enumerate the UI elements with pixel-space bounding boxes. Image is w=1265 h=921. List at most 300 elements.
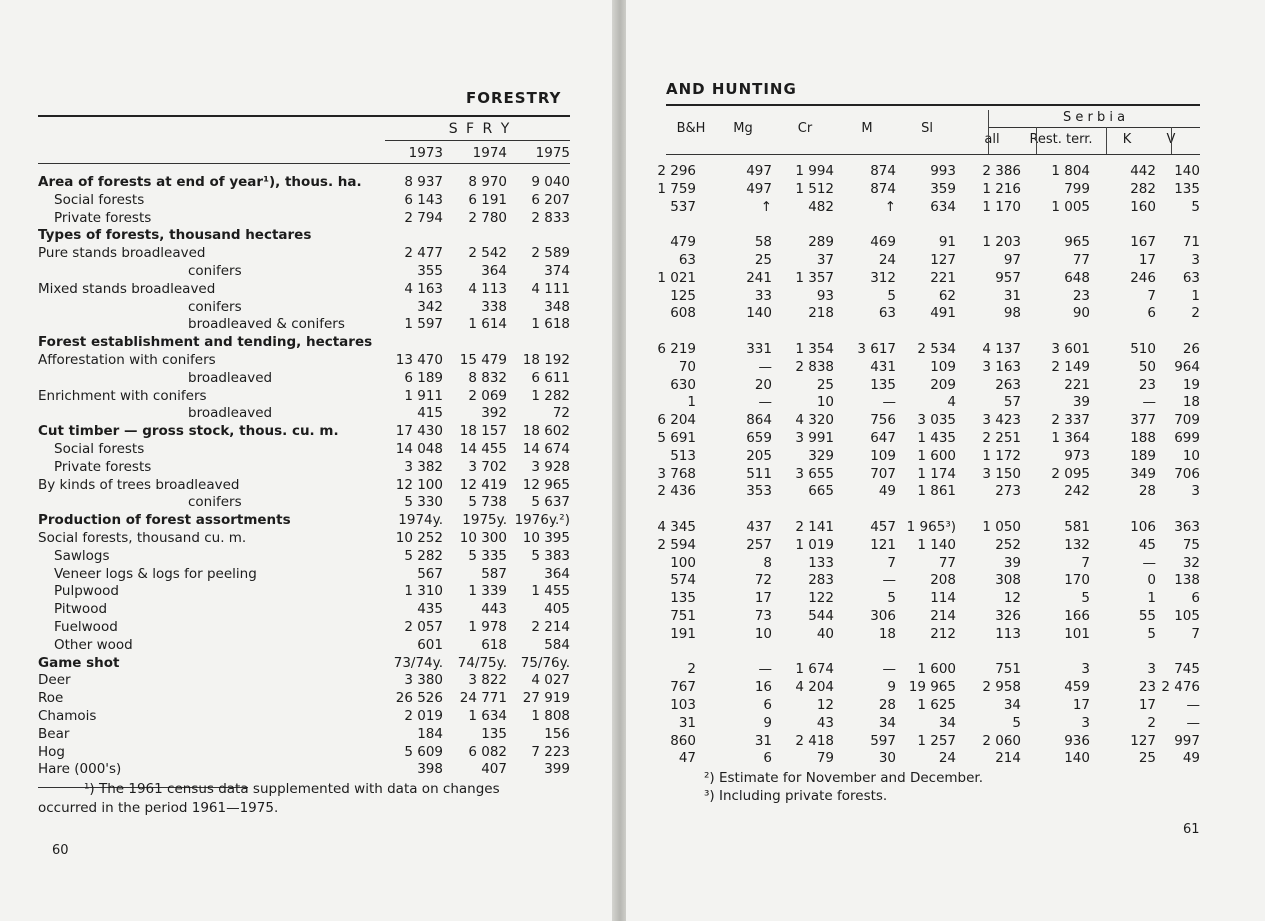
column-header: Mg [733, 121, 753, 136]
table-cell: 3 [1147, 661, 1156, 678]
table-cell: 73 [754, 608, 772, 624]
row-value: 3 928 [531, 458, 570, 475]
table-cell: — [758, 358, 772, 375]
table-cell: 709 [1174, 412, 1200, 429]
row-label: Game shot [38, 654, 120, 671]
row-label: Social forests [54, 441, 145, 457]
table-cell: 1 994 [795, 163, 834, 179]
row-label: Afforestation with conifers [38, 352, 216, 368]
table-cell: 257 [746, 536, 772, 553]
table-cell: 1 170 [982, 198, 1021, 215]
table-cell: 3 035 [917, 412, 956, 429]
table-cell: 312 [870, 269, 896, 286]
table-cell: 63 [878, 305, 896, 322]
table-cell: 90 [1072, 305, 1090, 322]
serbia-header-rule [988, 127, 1200, 128]
table-cell: 2 337 [1051, 412, 1090, 429]
table-cell: 2 476 [1161, 679, 1200, 696]
column-header: Cr [797, 121, 813, 136]
row-value: 355 [417, 263, 443, 279]
row-label: Pulpwood [54, 583, 119, 600]
table-cell: 1 804 [1051, 163, 1090, 179]
row-value: 3 822 [468, 672, 507, 689]
table-cell: 3 991 [795, 430, 834, 446]
table-cell: 363 [1174, 519, 1200, 535]
table-cell: 127 [1130, 732, 1156, 749]
left-footnote-line-1: ¹) The 1961 census data supplemented with data on changes [84, 781, 500, 797]
table-cell: 1 354 [795, 341, 834, 357]
table-cell: 799 [1064, 180, 1090, 197]
table-cell: 1 050 [982, 519, 1021, 535]
row-value: 7 223 [531, 743, 570, 760]
table-cell: 209 [930, 376, 956, 393]
table-cell: 864 [746, 412, 772, 429]
row-value: 338 [481, 298, 507, 315]
table-cell: 25 [1138, 750, 1156, 767]
table-cell: 5 [1081, 590, 1090, 607]
table-cell: 3 [1081, 661, 1090, 678]
row-value: 2 589 [531, 245, 570, 262]
row-value: 392 [481, 405, 507, 422]
table-cell: 2 141 [795, 519, 834, 535]
table-cell: 138 [1174, 572, 1200, 589]
table-cell: 5 [1012, 714, 1021, 731]
table-cell: 34 [938, 714, 956, 731]
left-footnote-line-2: occurred in the period 1961—1975. [38, 800, 279, 816]
row-value: 398 [417, 761, 443, 778]
table-cell: 331 [746, 341, 772, 357]
serbia-group-header: S e r b i a [1062, 110, 1126, 125]
table-cell: 699 [1174, 430, 1200, 446]
table-cell: 71 [1182, 234, 1200, 251]
table-cell: 18 [878, 625, 896, 642]
table-cell: 26 [1182, 341, 1200, 357]
table-cell: 5 [1191, 198, 1200, 215]
table-cell: 103 [670, 697, 696, 713]
table-cell: 10 [816, 394, 834, 411]
table-cell: 45 [1138, 536, 1156, 553]
table-cell: 101 [1064, 625, 1090, 642]
column-divider [1036, 127, 1037, 154]
table-cell: 874 [870, 180, 896, 197]
right-header-bottom-rule [666, 154, 1200, 155]
table-cell: 965 [1064, 234, 1090, 251]
table-cell: 1 172 [982, 447, 1021, 464]
row-label: Forest establishment and tending, hectares [38, 334, 373, 351]
table-cell: 1 435 [917, 430, 956, 446]
row-label: Area of forests at end of year¹), thous. ha. [38, 174, 362, 190]
row-value: 584 [544, 636, 570, 653]
row-value: 15 479 [459, 352, 507, 368]
table-cell: 114 [930, 590, 956, 607]
table-cell: 964 [1174, 358, 1200, 375]
table-cell: 767 [670, 679, 696, 696]
table-cell: 63 [1182, 269, 1200, 286]
table-cell: 5 [887, 590, 896, 607]
row-value: 10 300 [459, 530, 507, 546]
row-value: 443 [481, 601, 507, 618]
table-cell: 608 [670, 305, 696, 322]
table-cell: 1 [1191, 287, 1200, 304]
table-cell: 33 [754, 287, 772, 304]
right-page [626, 0, 1265, 921]
table-cell: 1 140 [917, 536, 956, 553]
table-cell: 9 [763, 714, 772, 731]
table-cell: 2 060 [982, 732, 1021, 749]
table-cell: 1 759 [657, 180, 696, 197]
table-cell: 1 174 [917, 465, 956, 482]
table-cell: 205 [746, 447, 772, 464]
table-cell: 17 [1138, 697, 1156, 713]
row-value: 5 738 [468, 494, 507, 511]
row-value: 17 430 [395, 423, 443, 440]
table-cell: 6 219 [657, 341, 696, 357]
table-cell: 665 [808, 483, 834, 500]
table-cell: 43 [816, 714, 834, 731]
table-cell: 3 768 [657, 465, 696, 482]
table-cell: 23 [1138, 376, 1156, 393]
table-cell: 10 [754, 625, 772, 642]
column-divider [1106, 127, 1107, 154]
row-value: 2 214 [531, 619, 570, 635]
table-cell: 973 [1064, 447, 1090, 464]
column-header: K [1122, 132, 1132, 147]
row-value: 18 192 [522, 352, 570, 368]
row-value: 6 082 [468, 743, 507, 760]
column-header: all [984, 132, 1000, 147]
table-cell: 469 [870, 234, 896, 251]
table-cell: — [882, 661, 896, 678]
table-cell: 597 [870, 732, 896, 749]
row-label: Pure stands broadleaved [38, 245, 206, 262]
table-cell: 634 [930, 198, 956, 215]
table-cell: 160 [1130, 198, 1156, 215]
table-cell: 23 [1072, 287, 1090, 304]
table-cell: 62 [938, 287, 956, 304]
table-cell: 581 [1064, 519, 1090, 535]
table-cell: 28 [878, 697, 896, 713]
table-cell: 241 [746, 269, 772, 286]
right-footnote-3: ³) Including private forests. [704, 788, 888, 804]
row-value: 1976y.²) [514, 512, 570, 529]
table-cell: 574 [670, 572, 696, 589]
row-value: 5 282 [404, 547, 443, 564]
table-cell: 442 [1130, 163, 1156, 179]
table-cell: 756 [870, 412, 896, 429]
row-value: 587 [481, 565, 507, 582]
table-cell: 511 [746, 465, 772, 482]
table-cell: 2 386 [982, 163, 1021, 179]
table-cell: 377 [1130, 412, 1156, 429]
table-cell: 359 [930, 180, 956, 197]
row-value: 75/76y. [520, 654, 570, 671]
row-value: 364 [481, 263, 507, 279]
row-value: 1974y. [398, 512, 443, 529]
row-value: 399 [544, 761, 570, 778]
table-cell: 1 364 [1051, 430, 1090, 446]
row-value: 374 [544, 263, 570, 279]
row-label: Sawlogs [54, 547, 110, 564]
column-header: Rest. terr. [1029, 132, 1093, 147]
table-cell: 1 861 [917, 483, 956, 500]
table-cell: 5 [887, 287, 896, 304]
table-cell: 1 257 [917, 732, 956, 749]
table-cell: 1 216 [982, 180, 1021, 197]
table-cell: 39 [1003, 554, 1021, 571]
row-value: 405 [544, 601, 570, 618]
table-cell: 106 [1130, 519, 1156, 535]
table-cell: 3 617 [857, 341, 896, 357]
row-value: 348 [544, 298, 570, 315]
right-page-heading: AND HUNTING [666, 80, 797, 98]
table-cell: 544 [808, 608, 834, 624]
table-cell: 105 [1174, 608, 1200, 624]
table-cell: 5 [1147, 625, 1156, 642]
table-cell: 218 [808, 305, 834, 322]
row-value: 6 191 [468, 191, 507, 208]
row-value: 12 100 [395, 476, 443, 493]
table-cell: 18 [1182, 394, 1200, 411]
table-cell: 491 [930, 305, 956, 322]
table-cell: 58 [754, 234, 772, 251]
row-value: 74/75y. [457, 654, 507, 671]
table-cell: 31 [754, 732, 772, 749]
table-cell: 135 [1174, 180, 1200, 197]
row-value: 2 069 [468, 387, 507, 404]
right-footnote-2: ²) Estimate for November and December. [704, 770, 984, 786]
row-value: 26 526 [395, 690, 443, 707]
sfry-group-header: S F R Y [448, 121, 512, 137]
table-cell: 100 [670, 554, 696, 571]
table-cell: 1 965³) [906, 519, 956, 535]
table-cell: 4 320 [795, 412, 834, 429]
table-cell: 214 [930, 608, 956, 624]
table-cell: 23 [1138, 679, 1156, 696]
row-label: Private forests [54, 209, 152, 226]
table-cell: 167 [1130, 234, 1156, 251]
table-cell: 7 [1147, 287, 1156, 304]
left-page [0, 0, 614, 921]
row-value: 8 970 [468, 174, 507, 190]
table-cell: 32 [1182, 554, 1200, 571]
table-cell: 208 [930, 572, 956, 589]
table-cell: 0 [1147, 572, 1156, 589]
table-cell: 28 [1138, 483, 1156, 500]
table-cell: 109 [870, 447, 896, 464]
row-value: 14 674 [522, 441, 570, 457]
table-cell: 2 [1147, 714, 1156, 731]
table-cell: 109 [930, 358, 956, 375]
table-cell: 860 [670, 732, 696, 749]
table-cell: 497 [746, 180, 772, 197]
table-cell: 647 [870, 430, 896, 446]
column-divider [988, 110, 989, 154]
table-cell: 2 [687, 661, 696, 678]
left-header-bottom-rule [38, 163, 570, 164]
table-cell: 751 [670, 608, 696, 624]
table-cell: 707 [870, 465, 896, 482]
table-cell: 47 [678, 750, 696, 767]
table-cell: 3 423 [982, 412, 1021, 429]
row-label: Pitwood [54, 601, 108, 618]
table-cell: 6 204 [657, 412, 696, 429]
row-value: 1 978 [468, 619, 507, 635]
table-cell: 437 [746, 519, 772, 535]
table-cell: 39 [1072, 394, 1090, 411]
row-value: 18 602 [522, 423, 570, 440]
table-cell: 1 019 [795, 536, 834, 553]
table-cell: — [758, 661, 772, 678]
table-cell: 459 [1064, 679, 1090, 696]
table-cell: 55 [1138, 608, 1156, 624]
row-value: 72 [552, 405, 570, 422]
table-cell: 2 436 [657, 483, 696, 500]
table-cell: 1 600 [917, 447, 956, 464]
row-value: 24 771 [459, 690, 507, 707]
row-value: 135 [481, 725, 507, 742]
table-cell: 1 625 [917, 697, 956, 713]
sfry-header-rule [385, 140, 570, 141]
row-value: 364 [544, 565, 570, 582]
table-cell: 20 [754, 376, 772, 393]
table-cell: 263 [995, 376, 1021, 393]
table-cell: 25 [754, 252, 772, 268]
row-label: broadleaved [188, 369, 273, 386]
row-value: 1 634 [468, 708, 507, 724]
row-label: Chamois [38, 708, 97, 724]
table-cell: 1 [687, 394, 696, 411]
row-value: 8 937 [404, 174, 443, 190]
row-value: 5 637 [531, 494, 570, 511]
row-value: 2 833 [531, 209, 570, 226]
row-value: 2 794 [404, 209, 443, 226]
table-cell: 49 [1182, 750, 1200, 767]
row-value: 73/74y. [393, 654, 443, 671]
table-cell: 132 [1064, 536, 1090, 553]
row-label: broadleaved & conifers [188, 316, 345, 333]
table-cell: — [882, 572, 896, 589]
table-cell: 6 [763, 697, 772, 713]
table-cell: 16 [754, 679, 772, 696]
row-value: 6 207 [531, 191, 570, 208]
row-value: 1 282 [531, 387, 570, 404]
table-cell: 1 600 [917, 661, 956, 678]
row-value: 1 808 [531, 708, 570, 724]
table-cell: 72 [754, 572, 772, 589]
table-cell: — [758, 394, 772, 411]
table-cell: 127 [930, 252, 956, 268]
row-value: 5 383 [531, 547, 570, 564]
row-value: 6 611 [531, 369, 570, 386]
table-cell: 2 594 [657, 536, 696, 553]
column-header: Sl [921, 121, 933, 136]
row-value: 12 419 [459, 476, 507, 493]
table-cell: 70 [678, 358, 696, 375]
row-value: 1975y. [462, 512, 507, 529]
table-cell: — [1186, 714, 1200, 731]
row-label: broadleaved [188, 405, 273, 422]
table-cell: 1 203 [982, 234, 1021, 251]
table-cell: 17 [1138, 252, 1156, 268]
table-cell: 31 [678, 714, 696, 731]
table-cell: 5 691 [657, 430, 696, 446]
table-cell: 3 [1081, 714, 1090, 731]
table-cell: 19 965 [908, 679, 956, 696]
table-cell: 6 [1191, 590, 1200, 607]
table-cell: 93 [816, 287, 834, 304]
table-cell: 510 [1130, 341, 1156, 357]
row-label: Mixed stands broadleaved [38, 280, 216, 297]
table-cell: 140 [746, 305, 772, 322]
table-cell: 121 [870, 536, 896, 553]
table-cell: 2 251 [982, 430, 1021, 446]
row-value: 4 027 [531, 672, 570, 689]
column-header: M [861, 121, 873, 136]
table-cell: 308 [995, 572, 1021, 589]
table-cell: 7 [887, 554, 896, 571]
table-cell: 30 [878, 750, 896, 767]
row-value: 1 911 [404, 387, 443, 404]
column-header: V [1166, 132, 1176, 147]
row-value: 2 019 [404, 708, 443, 724]
row-value: 5 609 [404, 743, 443, 760]
table-cell: 706 [1174, 465, 1200, 482]
row-value: 3 702 [468, 458, 507, 475]
table-cell: 1 674 [795, 661, 834, 678]
table-cell: 135 [870, 376, 896, 393]
table-cell: 246 [1130, 269, 1156, 286]
table-cell: 745 [1174, 661, 1200, 678]
table-cell: — [1186, 697, 1200, 713]
table-cell: 34 [878, 714, 896, 731]
table-cell: 2 838 [795, 358, 834, 375]
row-value: 10 252 [395, 530, 443, 546]
row-label: Deer [38, 672, 71, 689]
table-cell: 40 [816, 625, 834, 642]
table-cell: 479 [670, 234, 696, 251]
table-cell: 2 958 [982, 679, 1021, 696]
table-cell: 63 [678, 252, 696, 268]
right-page-number: 61 [1183, 822, 1200, 837]
table-cell: 7 [1191, 625, 1200, 642]
row-value: 9 040 [531, 174, 570, 190]
row-value: 601 [417, 636, 443, 653]
table-cell: 630 [670, 376, 696, 393]
row-value: 1 614 [468, 316, 507, 333]
row-value: 156 [544, 725, 570, 742]
table-cell: 957 [995, 269, 1021, 286]
row-label: Hare (000's) [38, 761, 122, 778]
year-header: 1974 [472, 145, 507, 161]
row-value: 2 542 [468, 245, 507, 262]
year-header: 1973 [408, 145, 443, 161]
row-value: 435 [417, 601, 443, 618]
table-cell: 221 [1064, 376, 1090, 393]
row-label: conifers [188, 298, 242, 315]
row-label: Hog [38, 743, 65, 760]
table-cell: 133 [808, 554, 834, 571]
row-value: 1 310 [404, 583, 443, 600]
table-cell: 189 [1130, 447, 1156, 464]
row-label: Roe [38, 690, 64, 707]
row-value: 14 048 [395, 441, 443, 457]
table-cell: ↑ [884, 198, 896, 215]
table-cell: 166 [1064, 608, 1090, 624]
table-cell: 3 [1191, 252, 1200, 268]
table-cell: 188 [1130, 430, 1156, 446]
table-cell: 1 357 [795, 269, 834, 286]
table-cell: 659 [746, 430, 772, 446]
